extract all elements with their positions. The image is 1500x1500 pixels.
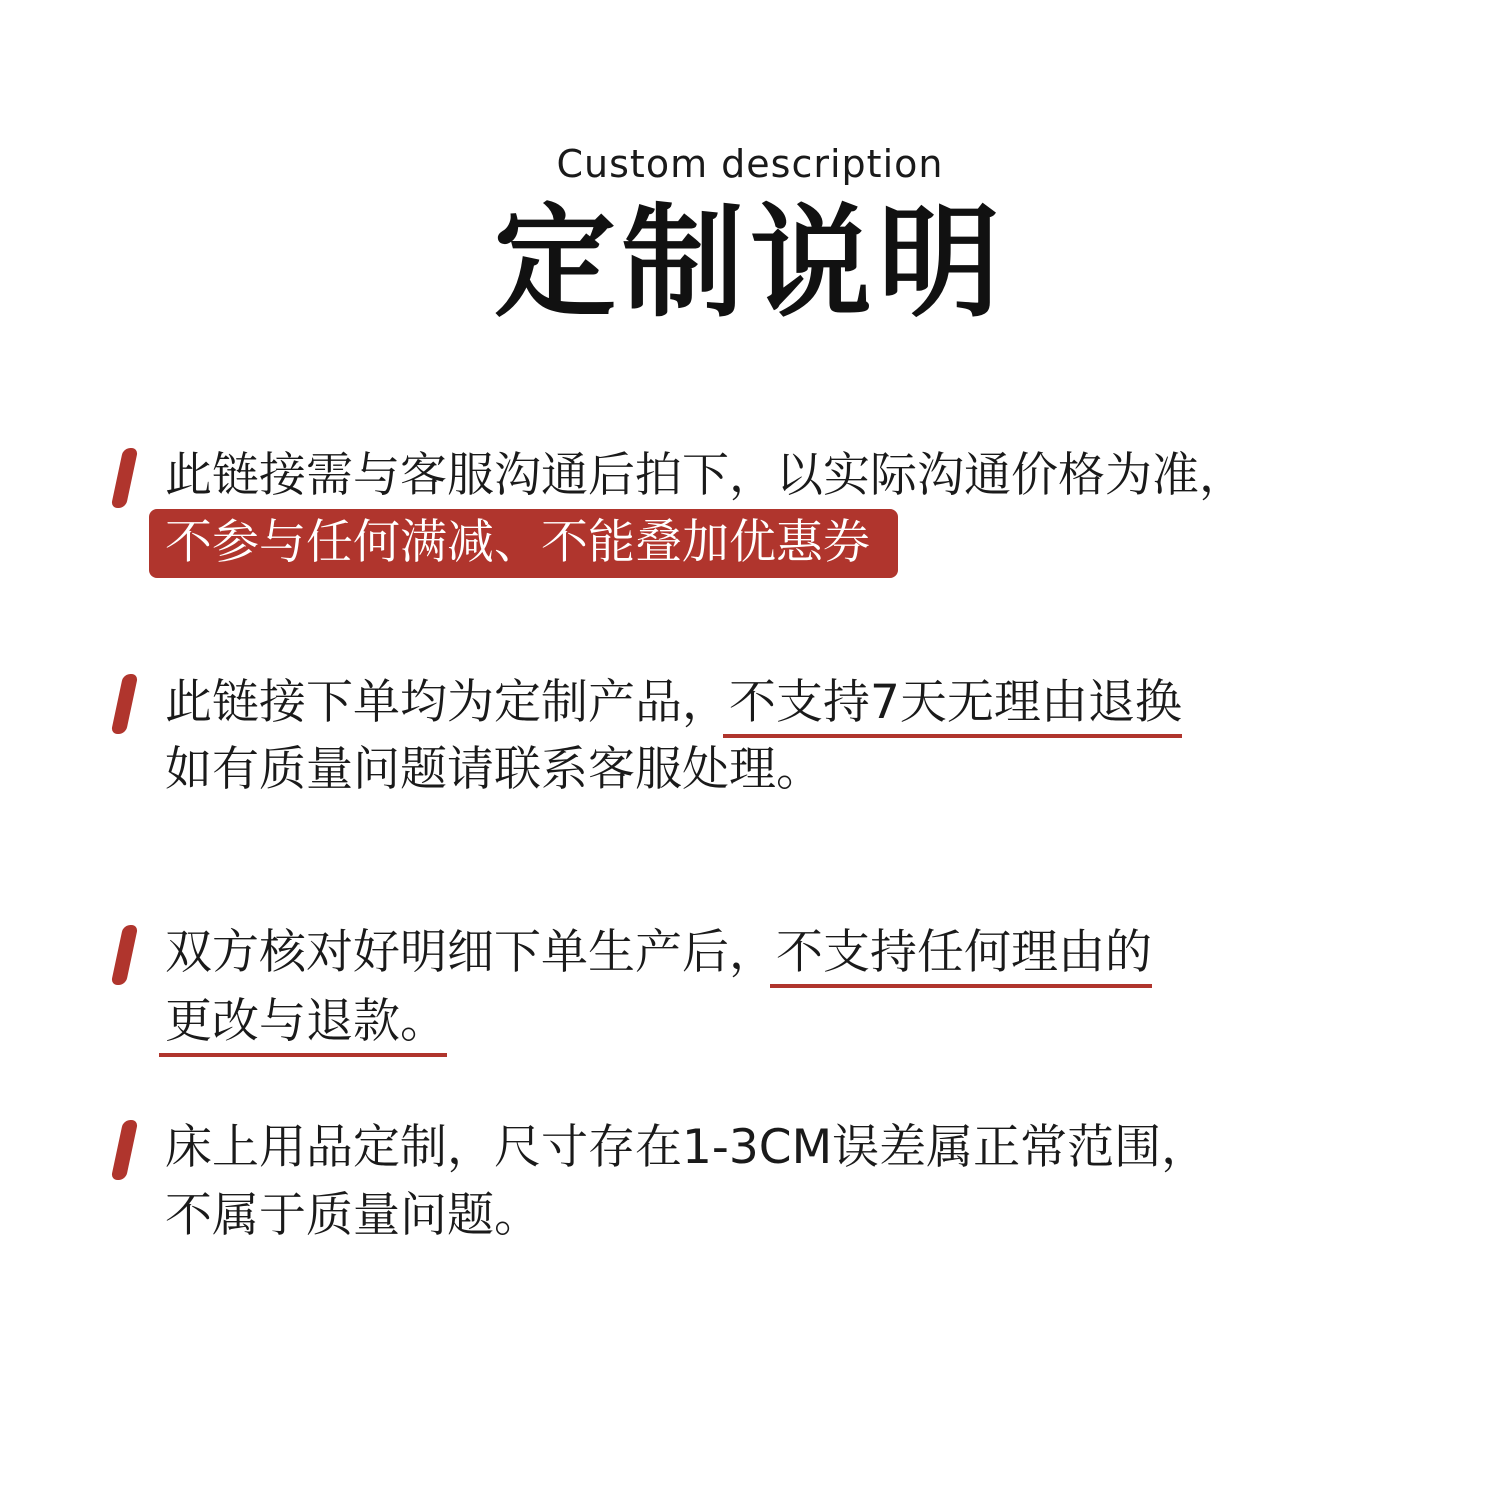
underlined-text: 不支持任何理由的 [770, 925, 1152, 988]
underlined-text: 不支持7天无理由退换 [723, 675, 1182, 738]
subtitle: Custom description [556, 142, 944, 186]
item-3-line-2 [165, 994, 447, 1050]
item-2-text: 此链接下单均为定制产品， [165, 675, 729, 730]
item-3-line-1 [165, 925, 1152, 981]
item-1-line-2 [165, 515, 898, 571]
item-2-line-2: 如有质量问题请联系客服处理。 [165, 742, 823, 797]
bullet-marker-icon [111, 925, 139, 985]
bullet-marker-icon [111, 1120, 139, 1180]
item-2-line-1 [165, 675, 1182, 731]
item-1-line-1: 此链接需与客服沟通后拍下，以实际沟通价格为准， [165, 448, 1246, 503]
item-4-line-1: 床上用品定制，尺寸存在1-3CM误差属正常范围， [165, 1120, 1209, 1175]
underlined-text: 更改与退款。 [159, 994, 447, 1057]
highlight-badge: 不参与任何满减、不能叠加优惠券 [149, 509, 898, 578]
bullet-marker-icon [111, 674, 139, 734]
item-3-text: 双方核对好明细下单生产后， [165, 925, 776, 980]
item-4-line-2: 不属于质量问题。 [165, 1188, 541, 1243]
page-title: 定制说明 [494, 192, 1006, 334]
bullet-marker-icon [111, 448, 139, 508]
